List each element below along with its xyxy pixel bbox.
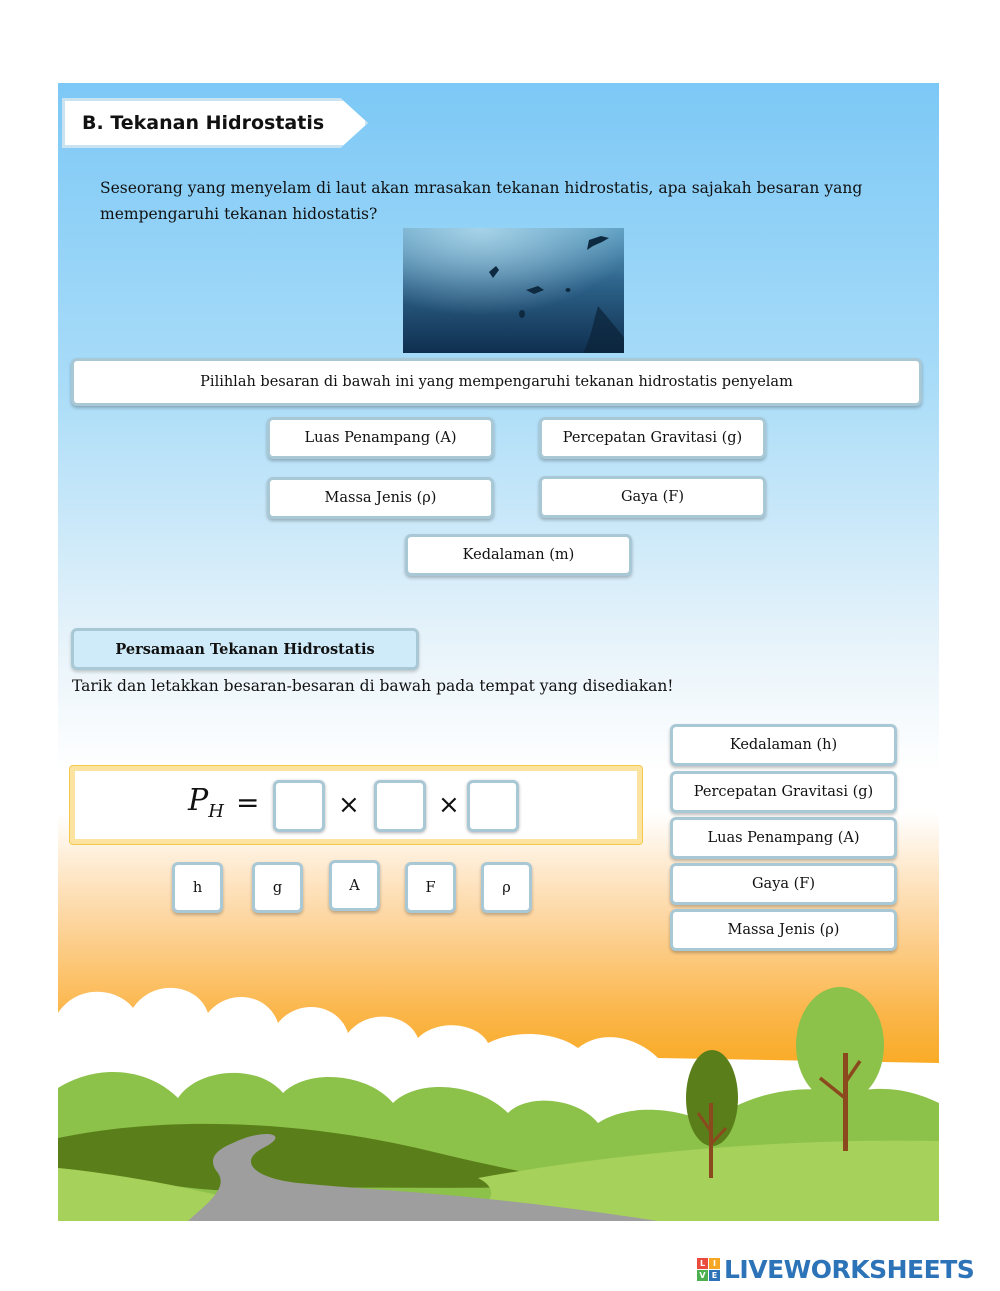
option-kedalaman[interactable]: Kedalaman (m) — [405, 534, 632, 576]
logo-letter-e: E — [709, 1270, 720, 1281]
choice-instruction: Pilihlah besaran di bawah ini yang mempengaruhi tekanan hidrostatis penyelam — [71, 358, 922, 406]
draggable-symbol-g[interactable]: g — [252, 862, 303, 913]
equation-header: Persamaan Tekanan Hidrostatis — [71, 628, 419, 670]
quantity-gaya[interactable]: Gaya (F) — [670, 863, 897, 905]
section-title: B. Tekanan Hidrostatis — [82, 112, 325, 134]
quantity-luas-penampang[interactable]: Luas Penampang (A) — [670, 817, 897, 859]
logo-letter-v: V — [697, 1270, 708, 1281]
formula-lhs — [188, 783, 224, 822]
quantity-massa-jenis[interactable]: Massa Jenis (ρ) — [670, 909, 897, 951]
option-massa-jenis[interactable]: Massa Jenis (ρ) — [267, 477, 494, 519]
quantity-percepatan-gravitasi[interactable]: Percepatan Gravitasi (g) — [670, 771, 897, 813]
times-sign-1: × — [338, 790, 360, 820]
drop-slot-1[interactable] — [273, 780, 325, 832]
drop-slot-2[interactable] — [374, 780, 426, 832]
logo-letter-i: I — [709, 1258, 720, 1269]
formula-p: P — [188, 783, 209, 818]
formula-subscript: H — [208, 801, 224, 822]
draggable-symbol-a[interactable]: A — [329, 860, 380, 911]
drop-slot-3[interactable] — [467, 780, 519, 832]
underwater-divers-photo-icon — [403, 228, 624, 353]
question-text: Seseorang yang menyelam di laut akan mrasakan tekanan hidrostatis, apa sajakah besaran yang mempengaruhi tekanan hidostatis? — [100, 179, 863, 223]
draggable-symbol-f[interactable]: F — [405, 862, 456, 913]
option-gaya[interactable]: Gaya (F) — [539, 476, 766, 518]
option-luas-penampang[interactable]: Luas Penampang (A) — [267, 417, 494, 459]
draggable-symbol-rho[interactable]: ρ — [481, 862, 532, 913]
option-percepatan-gravitasi[interactable]: Percepatan Gravitasi (g) — [539, 417, 766, 459]
equals-sign: = — [236, 786, 260, 819]
drag-instruction: Tarik dan letakkan besaran-besaran di bawah pada tempat yang disediakan! — [72, 677, 674, 695]
draggable-symbol-h[interactable]: h — [172, 862, 223, 913]
times-sign-2: × — [438, 790, 460, 820]
underwater-photo — [403, 228, 624, 353]
liveworksheets-logo-icon — [697, 1258, 720, 1281]
liveworksheets-brand[interactable] — [697, 1255, 974, 1284]
quantity-kedalaman[interactable]: Kedalaman (h) — [670, 724, 897, 766]
logo-letter-l: L — [697, 1258, 708, 1269]
brand-name: LIVEWORKSHEETS — [724, 1255, 975, 1284]
